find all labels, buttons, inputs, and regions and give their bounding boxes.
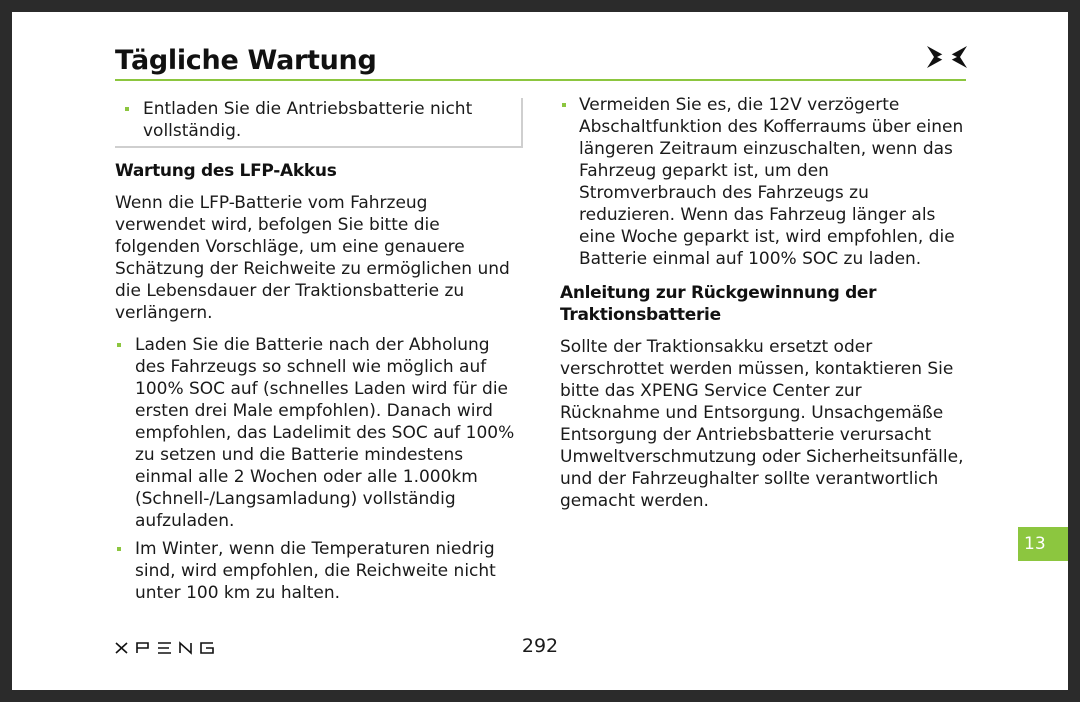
list-item: Vermeiden Sie es, die 12V verzögerte Abschaltfunktion des Kofferraums über einen längeren Zeitraum einzuschalten, wenn das Fahrzeug geparkt ist, um den Stromverbrauch des Fahrzeugs zu reduzieren. Wenn das Fahrzeug länger als eine Woche geparkt ist, wird empfohlen, die Batterie einmal auf 100% SOC zu laden. — [560, 94, 964, 270]
page-title: Tägliche Wartung — [115, 45, 377, 76]
section-heading-recovery: Anleitung zur Rückgewinnung der Traktionsbatterie — [560, 283, 877, 325]
right-list — [560, 94, 964, 270]
manual-page — [12, 12, 1068, 690]
list-item: Laden Sie die Batterie nach der Abholung des Fahrzeugs so schnell wie möglich auf 100% SOC auf (schnelles Laden wird für die ersten drei Male empfohlen). Danach wird empfohlen, das Ladelimit des SOC auf 100% zu setzen und die Batterie mindestens einmal alle 2 Wochen oder alle 1.000km (Schnell-/Langsamladung) vollständig aufzuladen. — [115, 334, 523, 532]
list-item: Entladen Sie die Antriebsbatterie nicht vollständig. — [123, 98, 509, 142]
title-rule — [115, 79, 966, 81]
right-column — [560, 94, 964, 522]
section-heading-lfp: Wartung des LFP-Akkus — [115, 161, 337, 181]
continued-list — [123, 98, 509, 142]
continued-list-box — [115, 98, 523, 148]
chapter-tab: 13 — [1018, 527, 1068, 561]
lfp-list — [115, 334, 523, 604]
list-item: Im Winter, wenn die Temperaturen niedrig sind, wird empfohlen, die Reichweite nicht unter 100 km zu halten. — [115, 538, 523, 604]
recovery-body: Sollte der Traktionsakku ersetzt oder verschrottet werden müssen, kontaktieren Sie bitte das XPENG Service Center zur Rücknahme und Entsorgung. Unsachgemäße Entsorgung der Antriebsbatterie verursacht Umweltverschmutzung oder Sicherheitsunfälle, und der Fahrzeughalter sollte verantwortlich gemacht werden. — [560, 337, 964, 511]
lfp-intro: Wenn die LFP-Batterie vom Fahrzeug verwendet wird, befolgen Sie bitte die folgenden Vorschläge, um eine genauere Schätzung der Reichweite zu ermöglichen und die Lebensdauer der Traktionsbatterie zu verlängern. — [115, 193, 510, 323]
xpeng-mark-icon — [926, 45, 968, 69]
page-number: 292 — [521, 635, 559, 657]
left-column — [115, 94, 523, 610]
